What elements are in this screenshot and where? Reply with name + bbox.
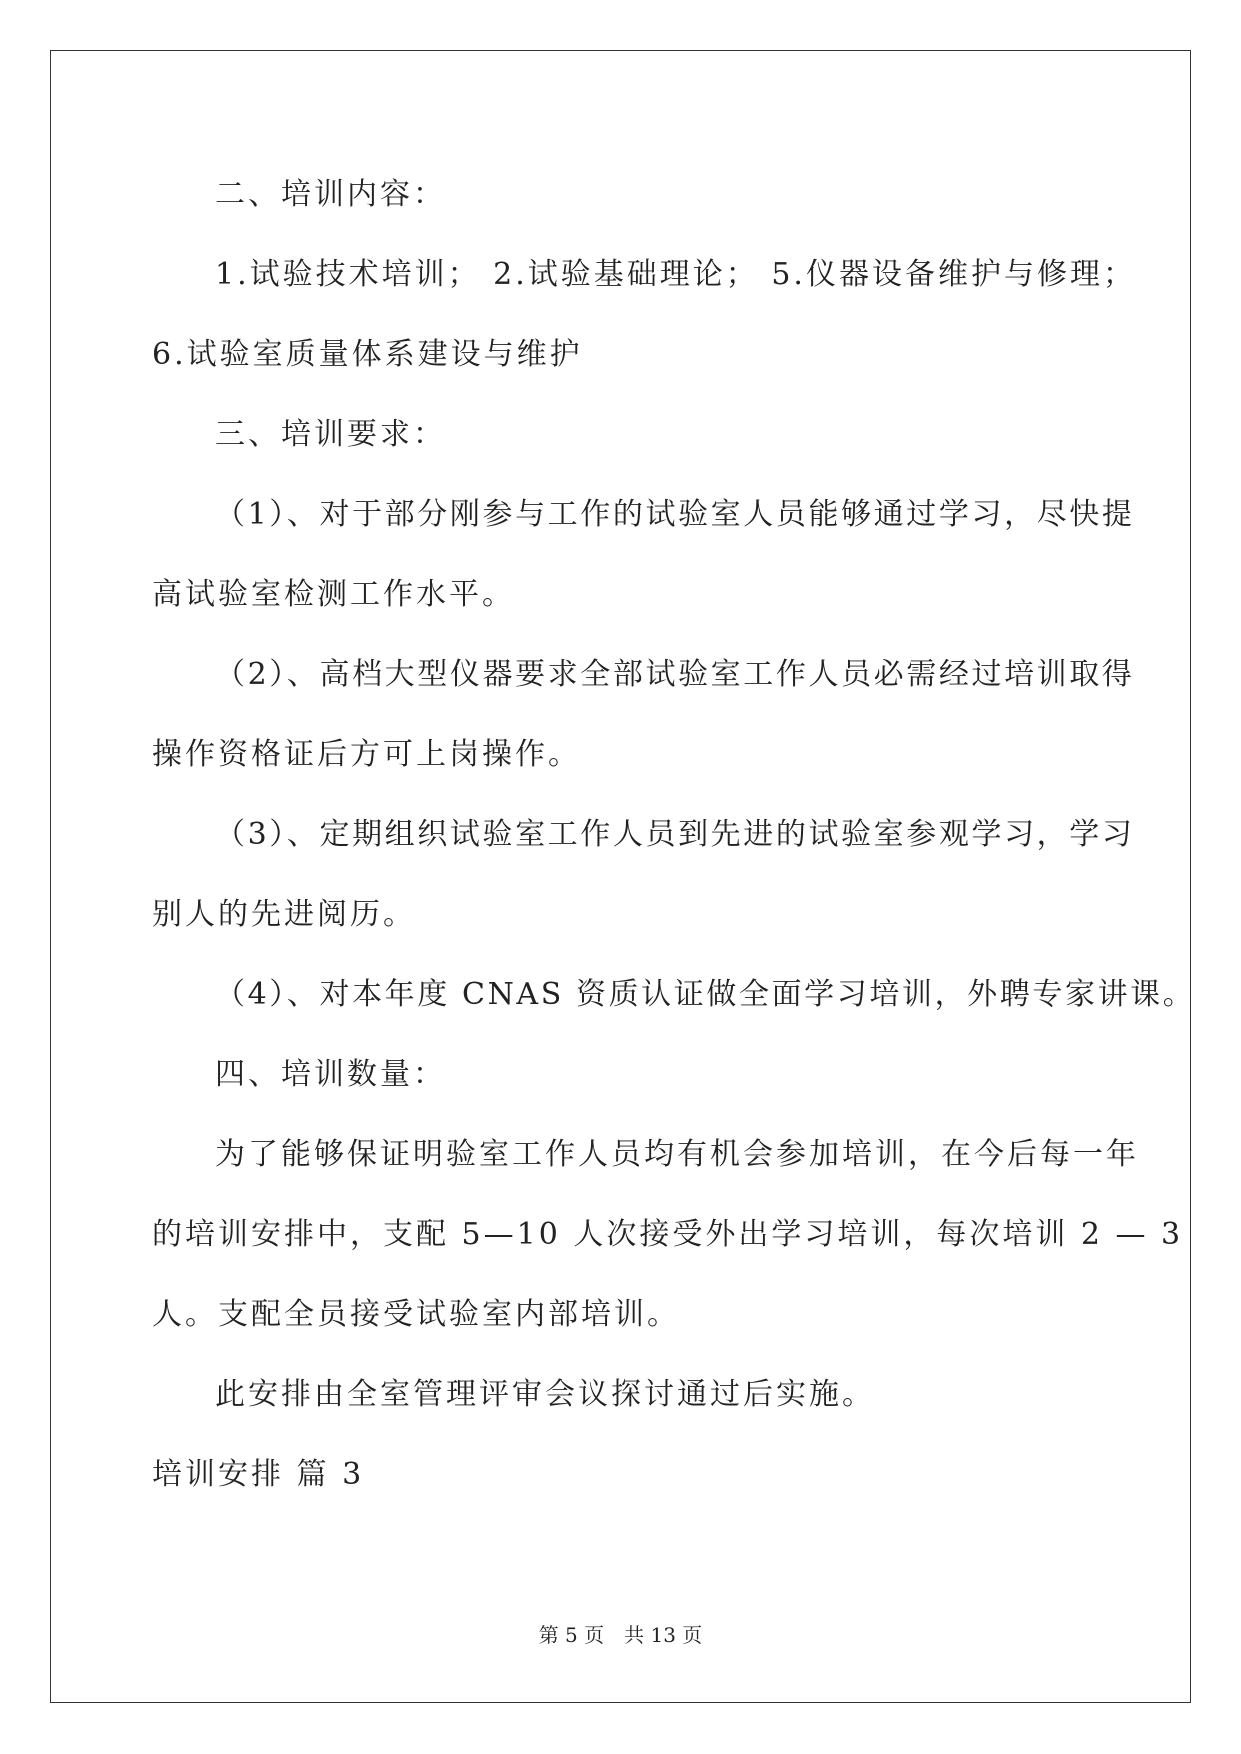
- paragraph-line: （4）、对本年度 CNAS 资质认证做全面学习培训，外聘专家讲课。: [215, 977, 1196, 1012]
- section-heading-content: 二、培训内容：: [215, 177, 446, 212]
- paragraph-line: 人。支配全员接受试验室内部培训。: [152, 1297, 680, 1332]
- paragraph-line: 6.试验室质量体系建设与维护: [152, 337, 583, 372]
- paragraph-line: （2）、高档大型仪器要求全部试验室工作人员必需经过培训取得: [215, 657, 1135, 692]
- paragraph-line: （3）、定期组织试验室工作人员到先进的试验室参观学习，学习: [215, 817, 1135, 852]
- paragraph-line: 1.试验技术培训； 2.试验基础理论； 5.仪器设备维护与修理；: [215, 257, 1136, 292]
- paragraph-line: 为了能够保证明验室工作人员均有机会参加培训，在今后每一年: [215, 1137, 1139, 1172]
- paragraph-line: 别人的先进阅历。: [152, 897, 416, 932]
- section-title-part3: 培训安排 篇 3: [152, 1457, 365, 1492]
- paragraph-line: 的培训安排中，支配 5—10 人次接受外出学习培训，每次培训 2 — 3: [152, 1217, 1184, 1252]
- page-footer: [0, 1622, 1241, 1648]
- paragraph-line: （1）、对于部分刚参与工作的试验室人员能够通过学习，尽快提: [215, 497, 1135, 532]
- section-heading-quantity: 四、培训数量：: [215, 1057, 446, 1092]
- paragraph-line: 高试验室检测工作水平。: [152, 577, 515, 612]
- section-heading-requirements: 三、培训要求：: [215, 417, 446, 452]
- page-number-total: 共 13 页: [624, 1623, 703, 1647]
- paragraph-line: 此安排由全室管理评审会议探讨通过后实施。: [215, 1377, 875, 1412]
- page-number-current: 第 5 页: [538, 1623, 605, 1647]
- paragraph-line: 操作资格证后方可上岗操作。: [152, 737, 581, 772]
